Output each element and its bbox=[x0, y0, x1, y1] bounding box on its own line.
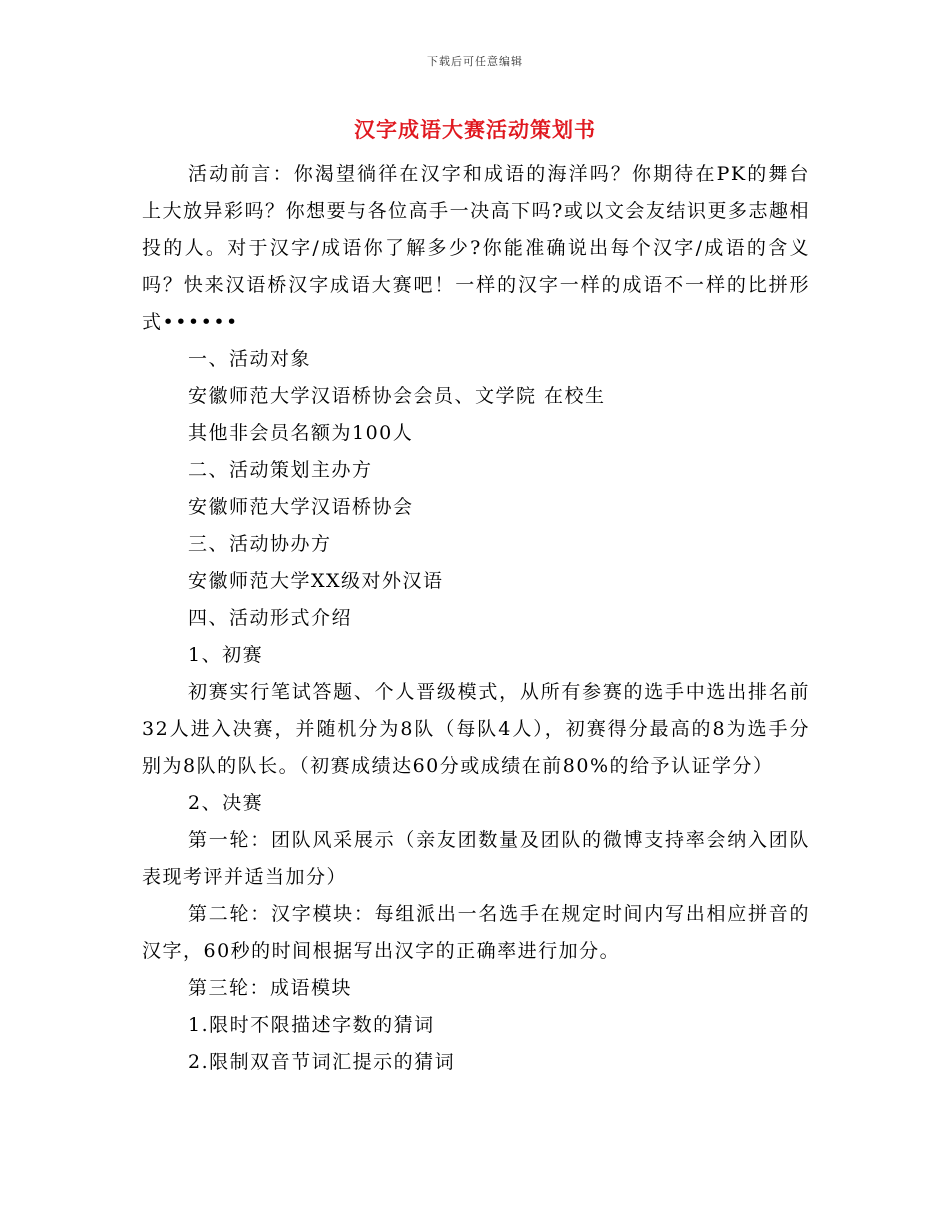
heading-preliminary: 1、初赛 bbox=[188, 644, 264, 666]
document-body bbox=[142, 156, 810, 1081]
paragraph-round-two: 第二轮：汉字模块：每组派出一名选手在规定时间内写出相应拼音的汉字，60秒的时间根据写出汉字的正确率进行加分。 bbox=[142, 903, 810, 962]
list-item-idiom-2: 2.限制双音节词汇提示的猜词 bbox=[188, 1051, 456, 1073]
heading-final: 2、决赛 bbox=[188, 792, 264, 814]
heading-organizer: 二、活动策划主办方 bbox=[188, 459, 373, 481]
paragraph-round-one: 第一轮：团队风采展示（亲友团数量及团队的微博支持率会纳入团队表现考评并适当加分） bbox=[142, 829, 810, 888]
heading-activity-format: 四、活动形式介绍 bbox=[188, 607, 353, 629]
paragraph-target-members: 安徽师范大学汉语桥协会会员、文学院 在校生 bbox=[188, 385, 606, 407]
paragraph-organizer: 安徽师范大学汉语桥协会 bbox=[188, 496, 414, 518]
page-header-note: 下载后可任意编辑 bbox=[427, 55, 523, 68]
paragraph-preface: 活动前言：你渴望徜徉在汉字和成语的海洋吗？你期待在PK的舞台上大放异彩吗？你想要与各位高手一决高下吗?或以文会友结识更多志趣相投的人。对于汉字/成语你了解多少?你能准确说出每个汉字/成语的含义吗？快来汉语桥汉字成语大赛吧！一样的汉字一样的成语不一样的比拼形式•••••• bbox=[142, 163, 810, 333]
paragraph-preliminary: 初赛实行笔试答题、个人晋级模式，从所有参赛的选手中选出排名前32人进入决赛，并随机分为8队（每队4人），初赛得分最高的8为选手分别为8队的队长。（初赛成绩达60分或成绩在前80%的给予认证学分） bbox=[142, 681, 810, 777]
heading-co-organizer: 三、活动协办方 bbox=[188, 533, 332, 555]
list-item-idiom-1: 1.限时不限描述字数的猜词 bbox=[188, 1014, 435, 1036]
heading-activity-target: 一、活动对象 bbox=[188, 348, 312, 370]
paragraph-co-organizer: 安徽师范大学XX级对外汉语 bbox=[188, 570, 444, 592]
paragraph-round-three: 第三轮：成语模块 bbox=[188, 977, 353, 999]
paragraph-nonmember-quota: 其他非会员名额为100人 bbox=[188, 422, 414, 444]
document-title: 汉字成语大赛活动策划书 bbox=[354, 117, 596, 142]
